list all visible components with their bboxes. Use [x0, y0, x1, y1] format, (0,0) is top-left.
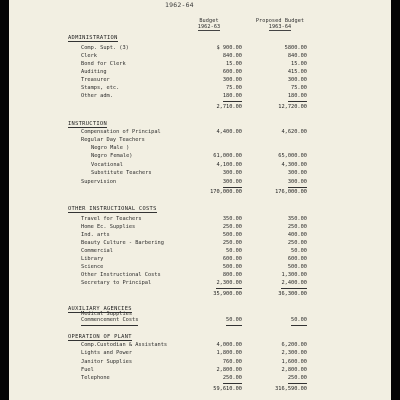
budget-document-page: [9, 0, 391, 400]
row-value-budget: 4,000.00: [216, 342, 242, 348]
proposed-budget-column-year: 1963-64: [268, 24, 292, 30]
row-value-proposed: 400.00: [287, 232, 307, 238]
row-label: Comp. Supt. (3): [81, 45, 129, 51]
row-label: Travel for Teachers: [81, 216, 142, 222]
row-value-proposed: 2,300.00: [281, 350, 307, 356]
row-label: Regular Day Teachers: [81, 137, 145, 143]
row-value-budget: 840.00: [222, 53, 242, 59]
row-value-proposed: 350.00: [287, 216, 307, 222]
row-label: Bond for Clerk: [81, 61, 126, 67]
row-label: Stamps, etc.: [81, 85, 120, 91]
row-label: Clerk: [81, 53, 97, 59]
row-label: Janitor Supplies: [81, 359, 133, 365]
total-value-budget: 2,710.00: [216, 104, 242, 110]
row-label: Supervision: [81, 179, 117, 185]
total-value-proposed: 316,590.00: [275, 386, 307, 392]
row-value-proposed: 250.00: [287, 224, 307, 230]
row-value-budget: 250.00: [222, 240, 242, 246]
row-value-budget: 1,800.00: [216, 350, 242, 356]
total-value-budget: 59,610.00: [213, 386, 242, 392]
budget-column-year: 1962-63: [197, 24, 221, 30]
row-label: Ind. arts: [81, 232, 110, 238]
row-value-proposed: 5800.00: [284, 45, 307, 51]
table-row: [9, 169, 391, 178]
proposed-budget-column-title: Proposed Budget: [255, 18, 305, 24]
table-row: [9, 178, 391, 187]
section-title-administration: ADMINISTRATION: [68, 35, 118, 41]
row-value-proposed: 840.00: [287, 53, 307, 59]
section-title-auxiliary-agencies: AUXILIARY AGENCIES: [68, 306, 132, 312]
row-label: Other Instructional Costs: [81, 272, 161, 278]
row-value-budget: 61,000.00: [213, 153, 242, 159]
row-value-proposed: 50.00: [291, 316, 307, 326]
row-value-proposed: 250.00: [288, 374, 307, 384]
row-value-proposed: 1,300.00: [281, 272, 307, 278]
row-value-proposed: 415.00: [287, 69, 307, 75]
table-row: [9, 374, 391, 383]
row-value-budget: 600.00: [222, 256, 242, 262]
row-value-budget: 180.00: [223, 92, 242, 102]
row-value-budget: 250.00: [223, 374, 242, 384]
section-total-row: [9, 188, 391, 197]
row-label: Library: [81, 256, 104, 262]
row-label: Compensation of Principal: [81, 129, 161, 135]
row-value-budget: 300.00: [223, 178, 242, 188]
row-value-budget: 4,400.00: [216, 129, 242, 135]
row-label: Other adm.: [81, 93, 113, 99]
proposed-budget-column-header: [245, 18, 315, 31]
document-year-heading: 1962-64: [165, 1, 194, 9]
section-total-row: [9, 290, 391, 299]
row-label: Telephone: [81, 375, 110, 381]
row-value-budget: 75.00: [226, 85, 242, 91]
row-value-budget: 300.00: [222, 77, 242, 83]
total-value-proposed: 36,300.00: [278, 291, 307, 297]
row-value-proposed: 600.00: [287, 256, 307, 262]
row-value-proposed: 4,300.00: [281, 162, 307, 168]
section-title-instruction: INSTRUCTION: [68, 121, 107, 127]
row-value-proposed: 180.00: [288, 92, 307, 102]
row-label: Commercial: [81, 248, 113, 254]
total-value-proposed: 176,000.00: [275, 189, 307, 195]
section-title-other-instructional-costs: OTHER INSTRUCTIONAL COSTS: [68, 206, 157, 212]
row-value-budget: $ 900.00: [216, 45, 242, 51]
row-value-proposed: 300.00: [288, 178, 307, 188]
row-label: Home Ec. Supplies: [81, 224, 136, 230]
row-label: Fuel: [81, 367, 94, 373]
row-value-budget: 2,800.00: [216, 367, 242, 373]
row-value-budget: 4,100.00: [216, 162, 242, 168]
row-label: Negro Male ): [91, 145, 130, 151]
row-value-proposed: 6,200.00: [281, 342, 307, 348]
row-label: Negro Female): [91, 153, 133, 159]
budget-column-header: [177, 18, 241, 31]
row-label: Commencement Costs: [81, 316, 138, 326]
row-label: Auditing: [81, 69, 107, 75]
row-value-budget: 600.00: [222, 69, 242, 75]
section-title-operation-of-plant: OPERATION OF PLANT: [68, 334, 132, 340]
row-value-budget: 760.00: [222, 359, 242, 365]
row-label: Science: [81, 264, 104, 270]
row-value-proposed: 2,400.00: [281, 279, 307, 289]
section-total-row: [9, 103, 391, 112]
row-value-budget: 350.00: [222, 216, 242, 222]
row-value-budget: 800.00: [222, 272, 242, 278]
row-value-proposed: 50.00: [291, 248, 307, 254]
row-value-budget: 500.00: [222, 264, 242, 270]
table-row: [9, 316, 391, 325]
row-value-proposed: 250.00: [287, 240, 307, 246]
row-value-budget: 500.00: [222, 232, 242, 238]
table-row: [9, 92, 391, 101]
row-label: Substitute Teachers: [91, 170, 152, 176]
total-value-budget: 35,900.00: [213, 291, 242, 297]
table-row: [9, 349, 391, 358]
row-value-budget: 300.00: [222, 170, 242, 176]
row-label: Vocational: [91, 162, 123, 168]
row-label: Medical Supplies: [81, 311, 133, 317]
row-value-proposed: 75.00: [291, 85, 307, 91]
row-value-proposed: 65,000.00: [278, 153, 307, 159]
row-value-proposed: 15.00: [291, 61, 307, 67]
row-value-budget: 50.00: [226, 248, 242, 254]
row-value-proposed: 1,600.00: [281, 359, 307, 365]
row-value-proposed: 4,620.00: [281, 129, 307, 135]
row-label: Beauty Culture - Barbering: [81, 240, 164, 246]
row-value-budget: 15.00: [226, 61, 242, 67]
row-value-proposed: 300.00: [287, 77, 307, 83]
table-row: [9, 279, 391, 288]
row-value-budget: 50.00: [226, 316, 242, 326]
row-value-proposed: 500.00: [287, 264, 307, 270]
row-value-proposed: 300.00: [287, 170, 307, 176]
row-label: Comp.Custodian & Assistants: [81, 342, 168, 348]
section-total-row: [9, 385, 391, 394]
row-label: Secretary to Principal: [81, 280, 152, 286]
row-label: Lights and Power: [81, 350, 133, 356]
total-value-proposed: 12,720.00: [278, 104, 307, 110]
row-value-budget: 2,300.00: [216, 279, 242, 289]
total-value-budget: 170,000.00: [210, 189, 242, 195]
row-value-proposed: 2,800.00: [281, 367, 307, 373]
row-label: Treasurer: [81, 77, 110, 83]
table-row: [9, 152, 391, 161]
row-value-budget: 250.00: [222, 224, 242, 230]
budget-column-title: Budget: [199, 18, 219, 24]
